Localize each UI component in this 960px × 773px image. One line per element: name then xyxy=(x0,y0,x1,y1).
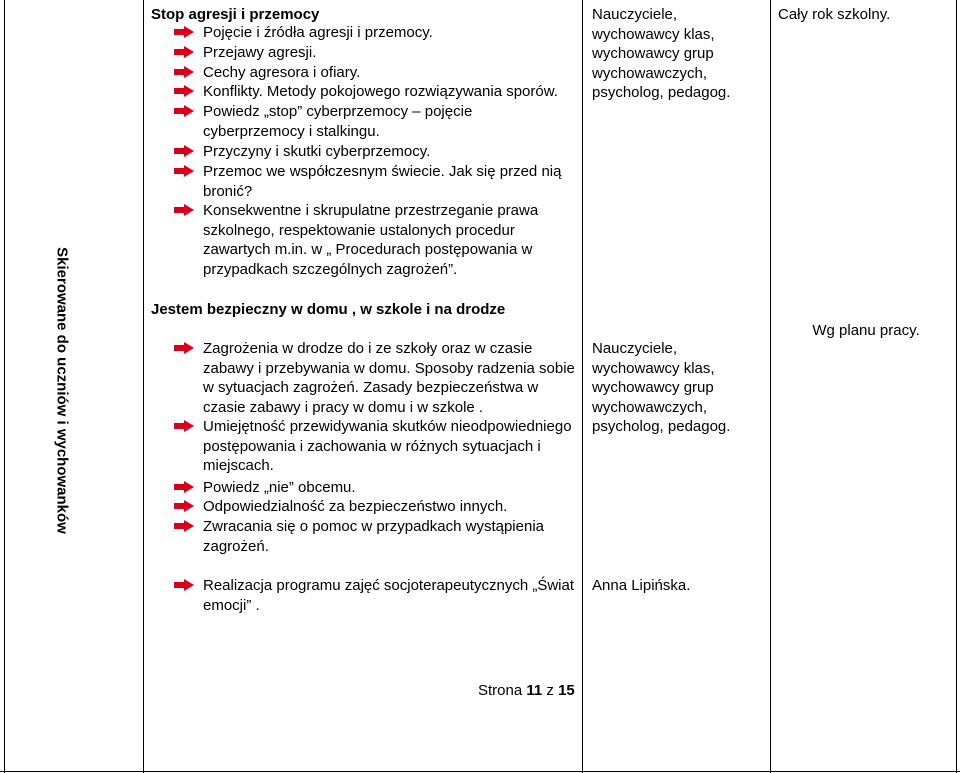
page-footer xyxy=(478,682,575,699)
section3-responsible: Anna Lipińska. xyxy=(592,577,691,594)
arrow-bullet-icon xyxy=(174,481,194,493)
arrow-bullet-icon xyxy=(174,66,194,78)
table-border-col3 xyxy=(770,0,771,773)
arrow-bullet-icon xyxy=(174,105,194,117)
list-item: Odpowiedzialność za bezpieczeństwo innych. xyxy=(178,497,576,517)
list-item: Pojęcie i źródła agresji i przemocy. xyxy=(178,23,576,43)
section1-time: Cały rok szkolny. xyxy=(778,6,891,23)
footer-page-total: 15 xyxy=(558,682,575,699)
list-item: Przyczyny i skutki cyberprzemocy. xyxy=(178,142,576,162)
list-item: Przejawy agresji. xyxy=(178,43,576,63)
section2-responsible: Nauczyciele, wychowawcy klas, wychowawcy grup wychowawczych, psycholog, pedagog. xyxy=(592,340,731,436)
arrow-bullet-icon xyxy=(174,500,194,512)
arrow-bullet-icon xyxy=(174,342,194,354)
list-item: Powiedz „stop” cyberprzemocy – pojęcie cyberprzemocy i stalkingu. xyxy=(178,102,576,141)
footer-page-number: 11 xyxy=(526,682,543,699)
table-border-left xyxy=(4,0,5,773)
footer-prefix: Strona xyxy=(478,682,523,699)
list-item: Konsekwentne i skrupulatne przestrzeganie prawa szkolnego, respektowanie ustalonych procedur zawartych m.in. w „ Procedurach postępowania w przypadkach szczególnych zagrożeń”. xyxy=(178,201,576,279)
list-item: Przemoc we współczesnym świecie. Jak się przed nią bronić? xyxy=(178,162,573,201)
table-border-col2 xyxy=(582,0,583,773)
side-label: Skierowane do uczniów i wychowanków xyxy=(53,247,71,534)
section1-responsible: Nauczyciele, wychowawcy klas, wychowawcy grup wychowawczych, psycholog, pedagog. xyxy=(592,6,731,102)
arrow-bullet-icon xyxy=(174,145,194,157)
table-border-col1 xyxy=(143,0,144,773)
list-item: Zagrożenia w drodze do i ze szkoły oraz w czasie zabawy i przebywania w domu. Sposoby radzenia sobie w sytuacjach zagrożeń. Zasady bezpieczeństwa w czasie zabawy i pracy w domu i w szkole . xyxy=(178,339,576,417)
section2-title: Jestem bezpieczny w domu , w szkole i na drodze xyxy=(151,301,506,318)
table-border-bottom xyxy=(0,771,960,772)
list-item: Cechy agresora i ofiary. xyxy=(178,63,576,83)
list-item: Zwracania się o pomoc w przypadkach wystąpienia zagrożeń. xyxy=(178,517,576,556)
list-item: Umiejętność przewidywania skutków nieodpowiedniego postępowania i zachowania w różnych sytuacjach i miejscach. xyxy=(178,417,576,476)
table-border-right xyxy=(956,0,957,773)
arrow-bullet-icon xyxy=(174,579,194,591)
section2-time: Wg planu pracy. xyxy=(812,322,920,339)
arrow-bullet-icon xyxy=(174,85,194,97)
arrow-bullet-icon xyxy=(174,26,194,38)
list-item: Powiedz „nie” obcemu. xyxy=(178,478,576,498)
arrow-bullet-icon xyxy=(174,204,194,216)
list-item: Realizacja programu zajęć socjoterapeutycznych „Świat emocji” . xyxy=(178,576,576,615)
arrow-bullet-icon xyxy=(174,46,194,58)
list-item: Konflikty. Metody pokojowego rozwiązywania sporów. xyxy=(178,82,576,102)
arrow-bullet-icon xyxy=(174,420,194,432)
arrow-bullet-icon xyxy=(174,165,194,177)
footer-separator: z xyxy=(546,682,554,699)
section1-title: Stop agresji i przemocy xyxy=(151,6,320,23)
arrow-bullet-icon xyxy=(174,520,194,532)
